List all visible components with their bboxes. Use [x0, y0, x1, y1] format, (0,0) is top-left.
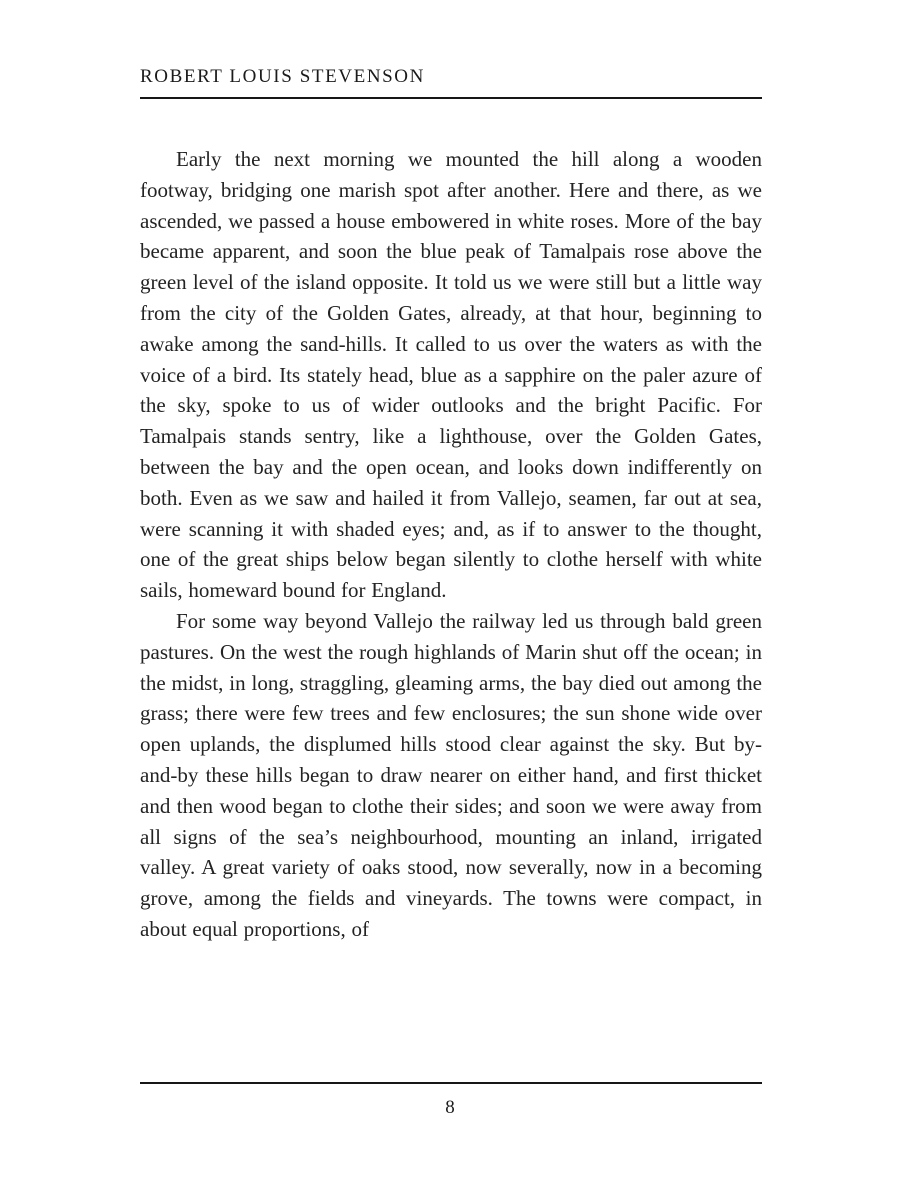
- header-rule: [140, 97, 762, 99]
- footer-rule: [140, 1082, 762, 1084]
- running-header: ROBERT LOUIS STEVENSON: [140, 66, 425, 87]
- paragraph: For some way beyond Vallejo the railway led us through bald green pastures. On the west the rough highlands of Marin shut off the ocean; in the midst, in long, straggling, gleaming arms, the bay died out among the grass; there were few trees and few enclosures; the sun shone wide over open uplands, the displumed hills stood clear against the sky. But by-and-by these hills began to draw nearer on either hand, and first thicket and then wood began to clothe their sides; and soon we were away from all signs of the sea’s neighbourhood, mounting an inland, irrigated valley. A great variety of oaks stood, now severally, now in a becoming grove, among the fields and vineyards. The towns were compact, in about equal proportions, of: [140, 608, 762, 941]
- body-text: [140, 144, 762, 945]
- page-content: [140, 66, 762, 945]
- page-number: 8: [445, 1097, 455, 1118]
- paragraph: Early the next morning we mounted the hill along a wooden footway, bridging one marish spot after another. Here and there, as we ascended, we passed a house embowered in white roses. More of the bay became apparent, and soon the blue peak of Tamalpais rose above the green level of the island opposite. It told us we were still but a little way from the city of the Golden Gates, already, at that hour, beginning to awake among the sand-hills. It called to us over the waters as with the voice of a bird. Its stately head, blue as a sapphire on the paler azure of the sky, spoke to us of wider outlooks and the bright Pacific. For Tamalpais stands sentry, like a lighthouse, over the Golden Gates, between the bay and the open ocean, and looks down indifferently on both. Even as we saw and hailed it from Vallejo, seamen, far out at sea, were scanning it with shaded eyes; and, as if to answer to the thought, one of the great ships below began silently to clothe herself with white sails, homeward bound for England.: [140, 147, 762, 603]
